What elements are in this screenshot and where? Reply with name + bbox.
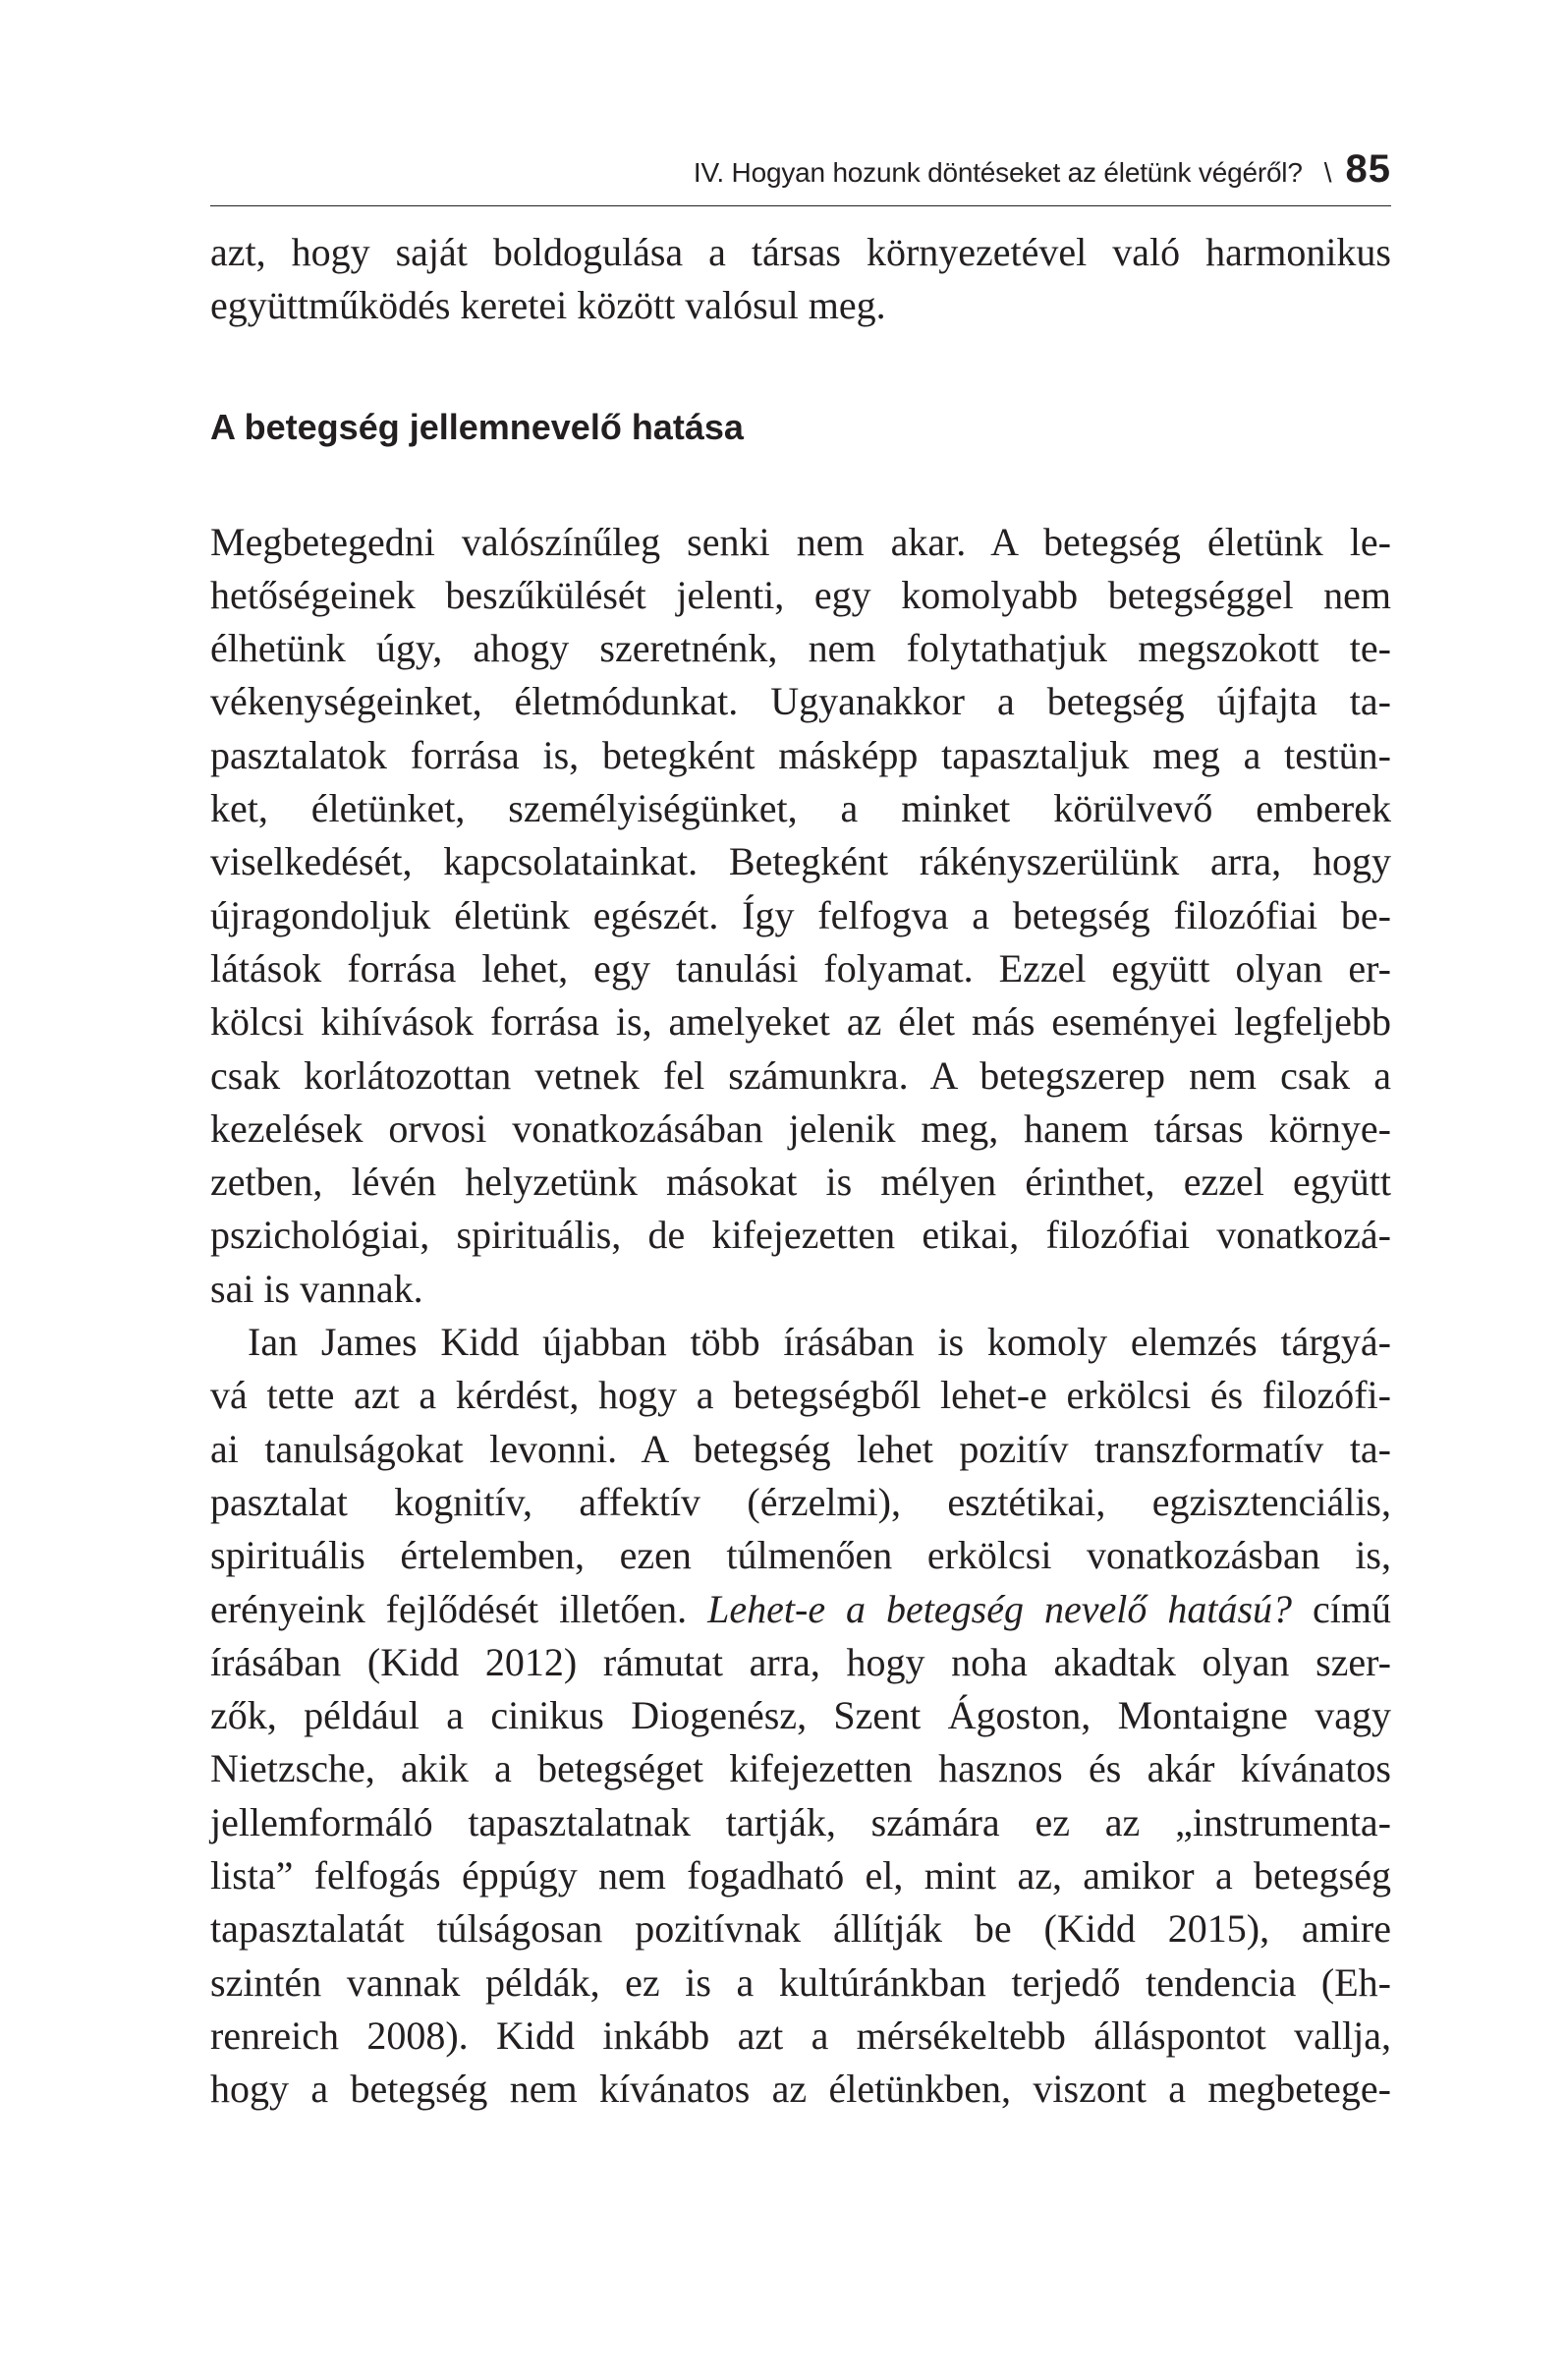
text-line: tapasztalatát túlságosan pozitívnak állítják be (Kidd 2015), amire	[210, 1906, 1391, 1952]
text-line: zők, például a cinikus Diogenész, Szent Ágoston, Montaigne vagy	[210, 1693, 1391, 1738]
text-line: kölcsi kihívások forrása is, amelyeket az élet más eseményei legfeljebb	[210, 999, 1391, 1045]
text-line: pasztalatok forrása is, betegként másképp tapasztaljuk meg a testün-	[210, 732, 1391, 777]
text-line-with-title	[210, 1583, 1391, 1636]
text-line: szintén vannak példák, ez is a kultúránkban terjedő tendencia (Eh-	[210, 1959, 1391, 2005]
section-heading: A betegség jellemnevelő hatása	[210, 406, 744, 447]
text-line: viselkedését, kapcsolatainkat. Betegként rákényszerülünk arra, hogy	[210, 839, 1391, 884]
text-line: ai tanulságokat levonni. A betegség lehet pozitív transzformatív ta-	[210, 1426, 1391, 1471]
text-line: lista” felfogás éppúgy nem fogadható el, mint az, amikor a betegség	[210, 1853, 1391, 1898]
text-line: zetben, lévén helyzetünk másokat is mélyen érinthet, ezzel együtt	[210, 1160, 1391, 1205]
text-line: hetőségeinek beszűkülését jelenti, egy komolyabb betegséggel nem	[210, 572, 1391, 617]
page-number: 85	[1345, 147, 1391, 191]
running-head	[210, 147, 1391, 206]
text-line: vá tette azt a kérdést, hogy a betegségből lehet-e erkölcsi és filozófi-	[210, 1373, 1391, 1418]
text-line: vékenységeinket, életmódunkat. Ugyanakkor a betegség újfajta ta-	[210, 679, 1391, 724]
text-line: élhetünk úgy, ahogy szeretnénk, nem folytathatjuk megszokott te-	[210, 626, 1391, 671]
chapter-title: IV. Hogyan hozunk döntéseket az életünk végéről?	[693, 157, 1303, 188]
text-line: jellemformáló tapasztalatnak tartják, számára ez az „instrumenta-	[210, 1799, 1391, 1844]
text-line: azt, hogy saját boldogulása a társas környezetével való harmonikus	[210, 230, 1391, 274]
text-line: Ian James Kidd újabban több írásában is komoly elemzés tárgyá-	[248, 1320, 1391, 1365]
text-line: együttműködés keretei között valósul meg.	[210, 283, 886, 328]
text-line: csak korlátozottan vetnek fel számunkra. A betegszerep nem csak a	[210, 1052, 1391, 1098]
text-line: renreich 2008). Kidd inkább azt a mérsékeltebb álláspontot vallja,	[210, 2012, 1391, 2058]
text-run: című	[1292, 1586, 1392, 1631]
body-text	[210, 226, 1391, 2117]
text-line: látások forrása lehet, egy tanulási folyamat. Ezzel együtt olyan er-	[210, 945, 1391, 991]
text-run: erényeink fejlődését illetően.	[210, 1586, 708, 1631]
text-line: újragondoljuk életünk egészét. Így felfogva a betegség filozófiai be-	[210, 892, 1391, 937]
text-line: hogy a betegség nem kívánatos az életünkben, viszont a megbetege-	[210, 2067, 1391, 2112]
header-separator: \	[1323, 157, 1332, 188]
intro-paragraph	[210, 226, 1391, 333]
text-line: pszichológiai, spirituális, de kifejezetten etikai, filozófiai vonatkozá-	[210, 1213, 1391, 1258]
text-line: kezelések orvosi vonatkozásában jelenik meg, hanem társas környe-	[210, 1105, 1391, 1151]
text-line: írásában (Kidd 2012) rámutat arra, hogy noha akadtak olyan szer-	[210, 1639, 1391, 1684]
cited-title: Lehet-e a betegség nevelő hatású?	[707, 1586, 1293, 1631]
text-line: spirituális értelemben, ezen túlmenően erkölcsi vonatkozásban is,	[210, 1533, 1391, 1578]
text-line: Megbetegedni valószínűleg senki nem akar. A betegség életünk le-	[210, 519, 1391, 564]
text-line: pasztalat kognitív, affektív (érzelmi), esztétikai, egzisztenciális,	[210, 1479, 1391, 1524]
text-line: Nietzsche, akik a betegséget kifejezetten hasznos és akár kívánatos	[210, 1746, 1391, 1791]
text-line: sai is vannak.	[210, 1266, 423, 1311]
paragraph-2	[210, 1316, 1391, 2116]
paragraph-1	[210, 516, 1391, 1316]
text-line: ket, életünket, személyiségünket, a minket körülvevő emberek	[210, 786, 1391, 831]
book-page	[210, 147, 1391, 2117]
